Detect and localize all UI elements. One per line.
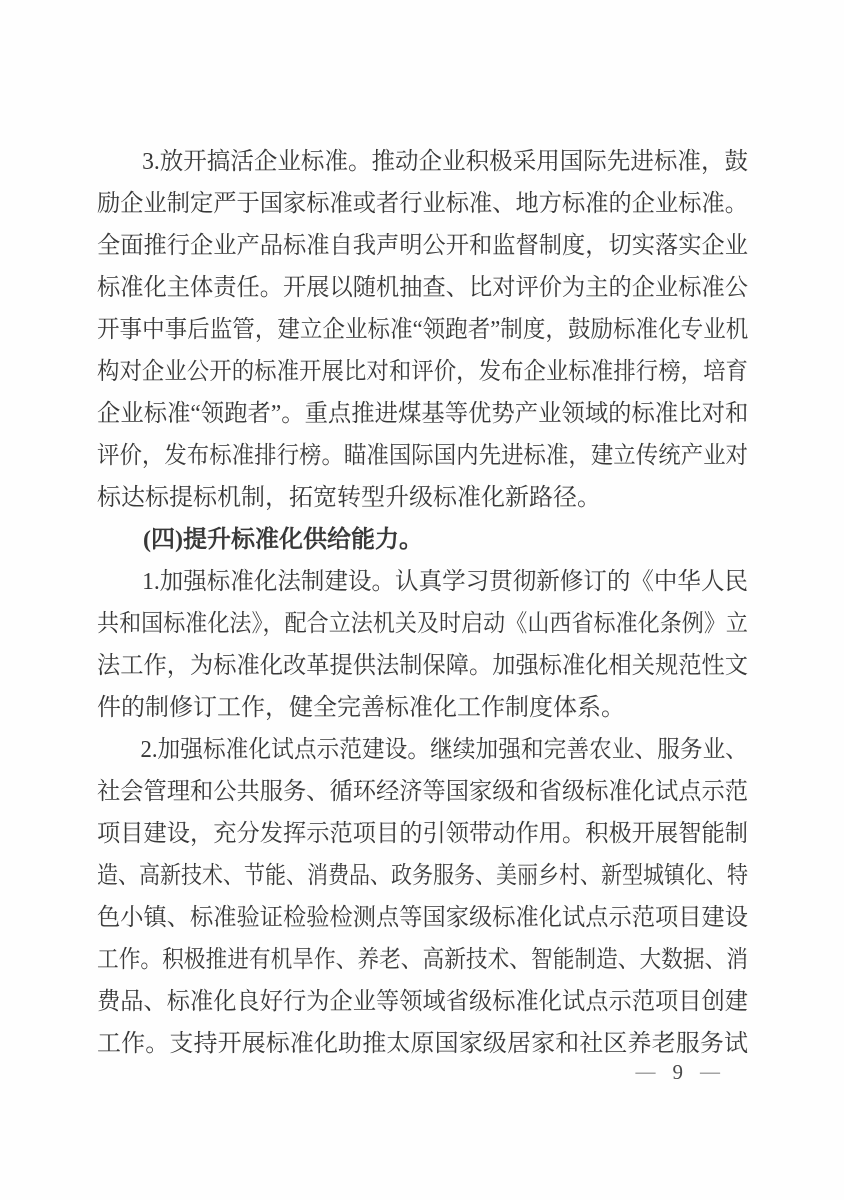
text-line: 开事中事后监管，建立企业标准“领跑者”制度，鼓励标准化专业机 bbox=[97, 317, 749, 343]
text-line: 社会管理和公共服务、循环经济等国家级和省级标准化试点示范 bbox=[97, 779, 748, 805]
text-line: 标准化主体责任。开展以随机抽查、比对评价为主的企业标准公 bbox=[97, 275, 748, 301]
text-line: 励企业制定严于国家标准或者行业标准、地方标准的企业标准。 bbox=[97, 191, 748, 217]
text-line: 项目建设，充分发挥示范项目的引领带动作用。积极开展智能制 bbox=[97, 821, 748, 847]
text-line: 工作。积极推进有机旱作、养老、高新技术、智能制造、大数据、消 bbox=[97, 947, 748, 973]
text-line: (四)提升标准化供给能力。 bbox=[143, 527, 423, 553]
page-footer bbox=[636, 1060, 721, 1085]
footer-dash-right: — bbox=[700, 1063, 720, 1081]
text-line: 全面推行企业产品标准自我声明公开和监督制度，切实落实企业 bbox=[97, 233, 748, 259]
text-line: 费品、标准化良好行为企业等领域省级标准化试点示范项目创建 bbox=[97, 989, 748, 1015]
text-line: 构对企业公开的标准开展比对和评价，发布企业标准排行榜，培育 bbox=[97, 359, 748, 385]
footer-dash-left: — bbox=[635, 1063, 656, 1081]
text-line: 标达标提标机制，拓宽转型升级标准化新路径。 bbox=[97, 485, 601, 511]
page-number: 9 bbox=[672, 1060, 683, 1084]
text-line: 共和国标准化法》，配合立法机关及时启动《山西省标准化条例》立 bbox=[97, 611, 748, 637]
text-line: 3.放开搞活企业标准。推动企业积极采用国际先进标准，鼓 bbox=[142, 149, 749, 175]
text-line: 色小镇、标准验证检验检测点等国家级标准化试点示范项目建设 bbox=[97, 905, 748, 931]
text-block bbox=[97, 141, 748, 1065]
text-line: 件的制修订工作，健全完善标准化工作制度体系。 bbox=[97, 695, 625, 721]
text-line: 评价，发布标准排行榜。瞄准国际国内先进标准，建立传统产业对 bbox=[97, 443, 748, 469]
text-line: 2.加强标准化试点示范建设。继续加强和完善农业、服务业、 bbox=[140, 737, 749, 763]
text-line: 企业标准“领跑者”。重点推进煤基等优势产业领域的标准比对和 bbox=[97, 401, 749, 427]
text-line: 工作。支持开展标准化助推太原国家级居家和社区养老服务试 bbox=[97, 1031, 748, 1057]
text-line: 法工作，为标准化改革提供法制保障。加强标准化相关规范性文 bbox=[97, 653, 748, 679]
text-line: 1.加强标准化法制建设。认真学习贯彻新修订的《中华人民 bbox=[142, 569, 749, 595]
text-line: 造、高新技术、节能、消费品、政务服务、美丽乡村、新型城镇化、特 bbox=[97, 863, 748, 889]
